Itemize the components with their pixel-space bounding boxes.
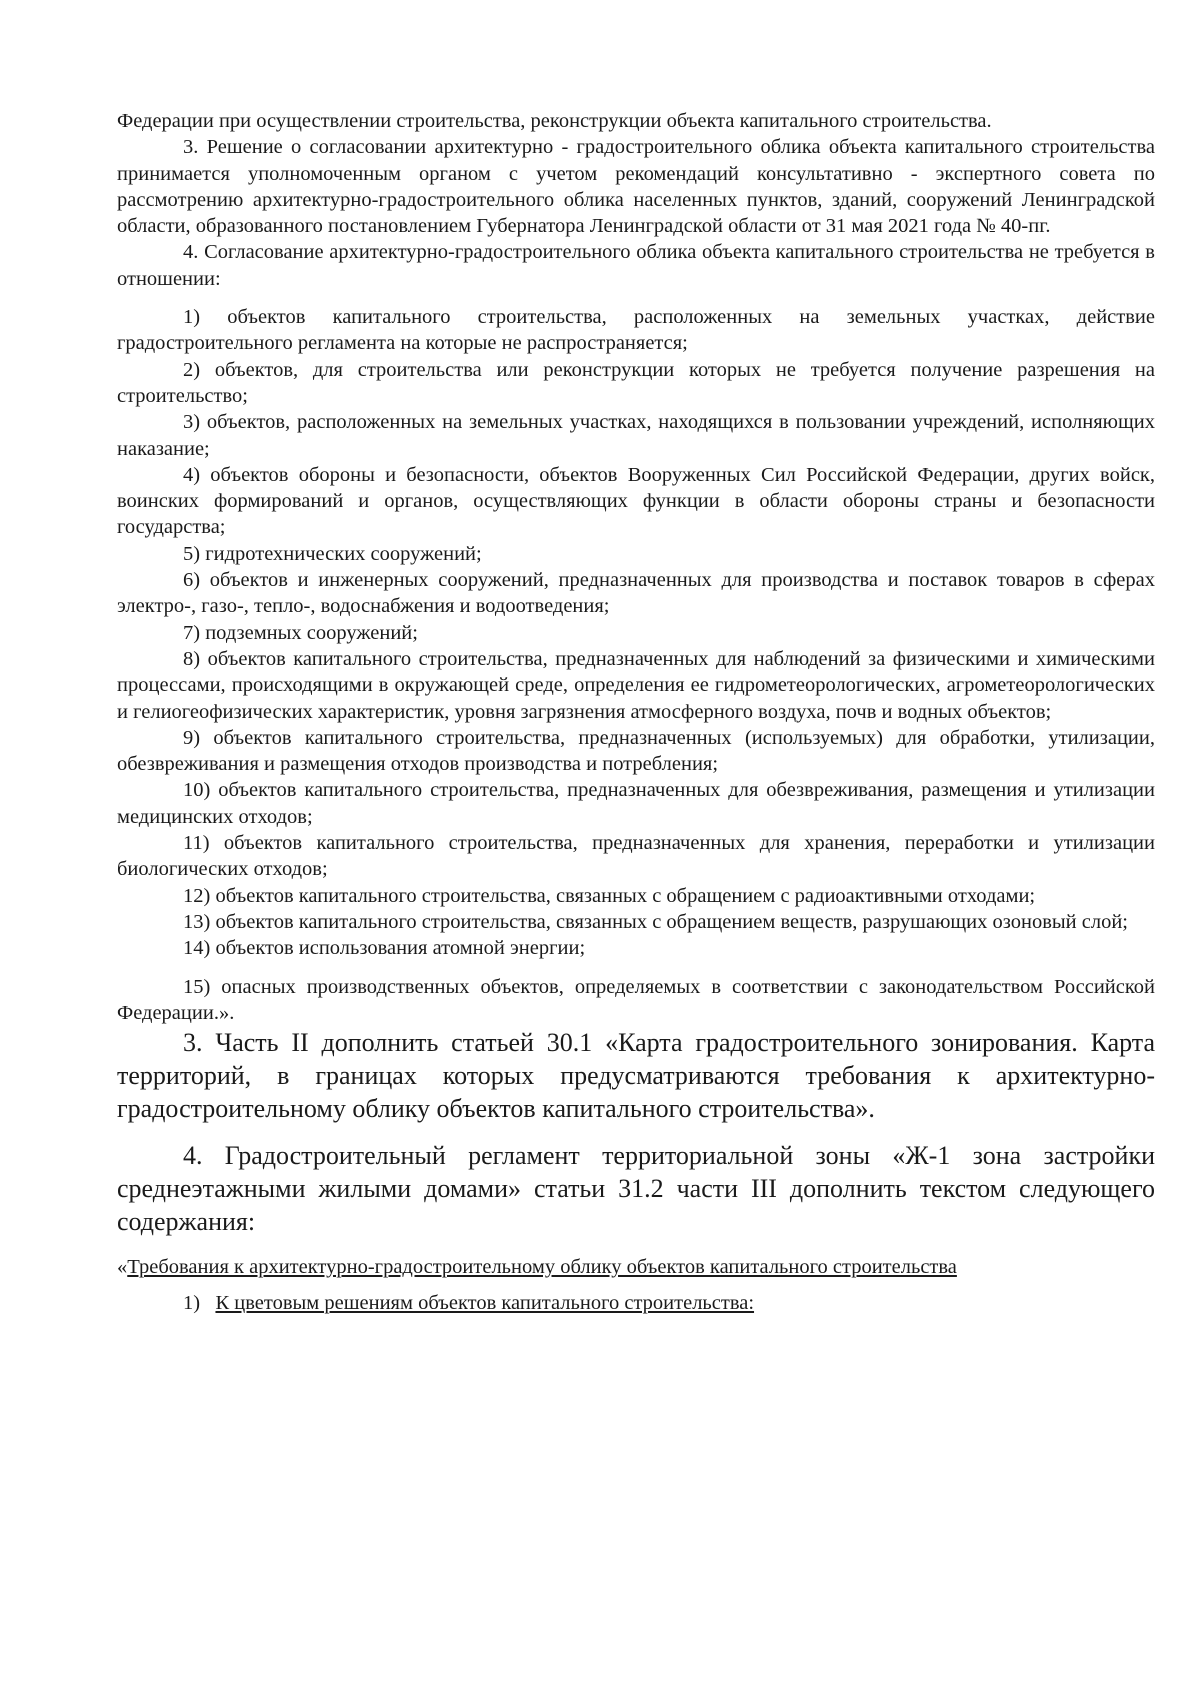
amendment-3: 3. Часть II дополнить статьей 30.1 «Карта градостроительного зонирования. Карта территорий, в границах которых предусматриваются требования к архитектурно-градостроительному облику объектов капитального строительства». xyxy=(117,1028,1155,1124)
opening-quote: « xyxy=(117,1256,128,1279)
paragraph-4-exemptions-intro: 4. Согласование архитектурно-градостроительного облика объекта капитального строительства не требуется в отношении: xyxy=(117,241,1155,290)
list-item: 12) объектов капитального строительства, связанных с обращением с радиоактивными отходами; xyxy=(183,884,1036,907)
list-item: 10) объектов капитального строительства, предназначенных для обезвреживания, размещения и утилизации медицинских отходов; xyxy=(117,779,1155,828)
exemptions-list xyxy=(117,304,1155,1026)
requirements-heading-text: Требования к архитектурно-градостроительному облику объектов капитального строительства xyxy=(127,1256,957,1279)
list-item: 7) подземных сооружений; xyxy=(183,621,418,644)
list-item: 3) объектов, расположенных на земельных участках, находящихся в пользовании учреждений, исполняющих наказание; xyxy=(117,411,1155,460)
list-item: 15) опасных производственных объектов, определяемых в соответствии с законодательством Российской Федерации.». xyxy=(117,975,1155,1024)
subitem-text: К цветовым решениям объектов капитального строительства: xyxy=(215,1292,755,1315)
list-item: 8) объектов капитального строительства, предназначенных для наблюдений за физическими и химическими процессами, происходящими в окружающей среде, определения ее гидрометеорологических, агрометеорологических и гелиогеофизических характеристик, уровня загрязнения атмосферного воздуха, почв и водных объектов; xyxy=(117,647,1155,723)
subitem-number: 1) xyxy=(183,1292,201,1315)
list-item: 5) гидротехнических сооружений; xyxy=(183,542,482,565)
list-item: 4) объектов обороны и безопасности, объектов Вооруженных Сил Российской Федерации, других войск, воинских формирований и органов, осуществляющих функции в области обороны страны и безопасности государства; xyxy=(117,463,1155,539)
list-item: 9) объектов капитального строительства, предназначенных (используемых) для обработки, утилизации, обезвреживания и размещения отходов производства и потребления; xyxy=(117,726,1155,776)
list-item: 13) объектов капитального строительства, связанных с обращением веществ, разрушающих озоновый слой; xyxy=(183,910,1129,933)
list-item: 11) объектов капитального строительства, предназначенных для хранения, переработки и утилизации биологических отходов; xyxy=(117,832,1155,881)
paragraph-continuation: Федерации при осуществлении строительства, реконструкции объекта капитального строительства. xyxy=(117,110,992,132)
list-item: 2) объектов, для строительства или реконструкции которых не требуется получение разрешения на строительство; xyxy=(117,358,1155,407)
list-item: 14) объектов использования атомной энергии; xyxy=(183,937,586,960)
requirements-heading xyxy=(117,1254,1155,1280)
document-page xyxy=(117,108,1155,1316)
list-item: 1) объектов капитального строительства, расположенных на земельных участках, действие градостроительного регламента на которые не распространяется; xyxy=(117,306,1155,355)
amendment-4: 4. Градостроительный регламент территориальной зоны «Ж-1 зона застройки среднеэтажными жилыми домами» статьи 31.2 части III дополнить текстом следующего содержания: xyxy=(117,1141,1155,1237)
paragraph-3-approval-decision: 3. Решение о согласовании архитектурно - градостроительного облика объекта капитального строительства принимается уполномоченным органом с учетом рекомендаций консультативно - экспертного совета по рассмотрению архитектурно-градостроительного облика населенных пунктов, зданий, сооружений Ленинградской области, образованного постановлением Губернатора Ленинградской области от 31 мая 2021 года № 40-пг. xyxy=(117,136,1155,238)
list-item: 6) объектов и инженерных сооружений, предназначенных для производства и поставок товаров в сферах электро-, газо-, тепло-, водоснабжения и водоотведения; xyxy=(117,569,1155,618)
requirements-subitem xyxy=(117,1290,1155,1316)
